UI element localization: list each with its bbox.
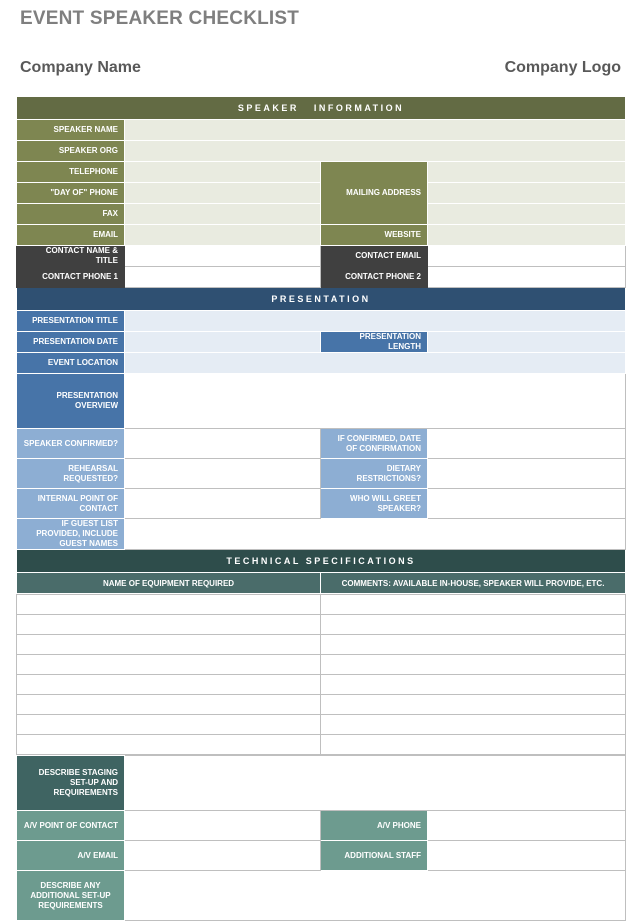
equipment-cell[interactable]: [17, 735, 321, 755]
presentation-length-label: PRESENTATION LENGTH: [321, 332, 428, 353]
contact-phone-2-field[interactable]: [428, 267, 626, 288]
technical-header: TECHNICAL SPECIFICATIONS: [17, 550, 626, 573]
av-phone-label: A/V PHONE: [321, 811, 428, 841]
av-phone-field[interactable]: [428, 811, 626, 841]
presentation-date-label: PRESENTATION DATE: [17, 332, 125, 353]
equipment-cell[interactable]: [17, 615, 321, 635]
checklist-sheet: [16, 96, 625, 921]
comment-cell[interactable]: [321, 675, 626, 695]
mailing-address-field-3[interactable]: [428, 204, 626, 225]
presentation-title-field[interactable]: [125, 311, 626, 332]
dietary-restrictions-label: DIETARY RESTRICTIONS?: [321, 459, 428, 489]
av-email-label: A/V EMAIL: [17, 841, 125, 871]
presentation-title-label: PRESENTATION TITLE: [17, 311, 125, 332]
contact-phone-1-field[interactable]: [125, 267, 321, 288]
rehearsal-requested-field[interactable]: [125, 459, 321, 489]
page-title: EVENT SPEAKER CHECKLIST: [20, 8, 300, 29]
date-of-confirmation-label: IF CONFIRMED, DATE OF CONFIRMATION: [321, 429, 428, 459]
company-name: Company Name: [20, 59, 141, 76]
guest-list-label: IF GUEST LIST PROVIDED, INCLUDE GUEST NAMES: [17, 519, 125, 550]
contact-name-title-label: CONTACT NAME & TITLE: [17, 246, 125, 267]
equipment-grid: [16, 594, 626, 755]
event-location-field[interactable]: [125, 353, 626, 374]
mailing-address-field-1[interactable]: [428, 162, 626, 183]
speaker-name-field[interactable]: [125, 120, 626, 141]
email-label: EMAIL: [17, 225, 125, 246]
company-logo: Company Logo: [504, 59, 621, 76]
staging-label: DESCRIBE STAGING SET-UP AND REQUIREMENTS: [17, 756, 125, 811]
event-location-label: EVENT LOCATION: [17, 353, 125, 374]
comment-cell[interactable]: [321, 595, 626, 615]
contact-phone-2-label: CONTACT PHONE 2: [321, 267, 428, 288]
presentation-header: PRESENTATION: [17, 288, 626, 311]
dietary-restrictions-field[interactable]: [428, 459, 626, 489]
contact-email-label: CONTACT EMAIL: [321, 246, 428, 267]
day-of-phone-label: "DAY OF" PHONE: [17, 183, 125, 204]
comment-cell[interactable]: [321, 715, 626, 735]
comment-cell[interactable]: [321, 735, 626, 755]
speaker-name-label: SPEAKER NAME: [17, 120, 125, 141]
speaker-confirmed-label: SPEAKER CONFIRMED?: [17, 429, 125, 459]
date-of-confirmation-field[interactable]: [428, 429, 626, 459]
checklist-table: [16, 96, 626, 594]
av-poc-label: A/V POINT OF CONTACT: [17, 811, 125, 841]
equipment-cell[interactable]: [17, 675, 321, 695]
email-field[interactable]: [125, 225, 321, 246]
guest-list-field[interactable]: [125, 519, 626, 550]
internal-poc-label: INTERNAL POINT OF CONTACT: [17, 489, 125, 519]
mailing-address-label: MAILING ADDRESS: [321, 162, 428, 225]
presentation-date-field[interactable]: [125, 332, 321, 353]
comments-column-header: COMMENTS: AVAILABLE IN-HOUSE, SPEAKER WILL PROVIDE, ETC.: [321, 573, 626, 594]
additional-setup-field[interactable]: [125, 871, 626, 921]
equipment-cell[interactable]: [17, 715, 321, 735]
comment-cell[interactable]: [321, 615, 626, 635]
contact-name-title-field[interactable]: [125, 246, 321, 267]
av-poc-field[interactable]: [125, 811, 321, 841]
website-field[interactable]: [428, 225, 626, 246]
av-email-field[interactable]: [125, 841, 321, 871]
speaker-org-label: SPEAKER ORG: [17, 141, 125, 162]
equipment-column-header: NAME OF EQUIPMENT REQUIRED: [17, 573, 321, 594]
contact-email-field[interactable]: [428, 246, 626, 267]
speaker-confirmed-field[interactable]: [125, 429, 321, 459]
fax-label: FAX: [17, 204, 125, 225]
comment-cell[interactable]: [321, 655, 626, 675]
website-label: WEBSITE: [321, 225, 428, 246]
mailing-address-field-2[interactable]: [428, 183, 626, 204]
equipment-cell[interactable]: [17, 655, 321, 675]
speaker-org-field[interactable]: [125, 141, 626, 162]
additional-setup-label: DESCRIBE ANY ADDITIONAL SET-UP REQUIREMENTS: [17, 871, 125, 921]
day-of-phone-field[interactable]: [125, 183, 321, 204]
equipment-cell[interactable]: [17, 595, 321, 615]
additional-staff-field[interactable]: [428, 841, 626, 871]
comment-cell[interactable]: [321, 635, 626, 655]
presentation-overview-field[interactable]: [125, 374, 626, 429]
presentation-length-field[interactable]: [428, 332, 626, 353]
speaker-info-header: SPEAKER INFORMATION: [17, 97, 626, 120]
av-table: [16, 755, 626, 921]
additional-staff-label: ADDITIONAL STAFF: [321, 841, 428, 871]
comment-cell[interactable]: [321, 695, 626, 715]
presentation-overview-label: PRESENTATION OVERVIEW: [17, 374, 125, 429]
equipment-cell[interactable]: [17, 695, 321, 715]
equipment-cell[interactable]: [17, 635, 321, 655]
greet-speaker-field[interactable]: [428, 489, 626, 519]
internal-poc-field[interactable]: [125, 489, 321, 519]
staging-field[interactable]: [125, 756, 626, 811]
greet-speaker-label: WHO WILL GREET SPEAKER?: [321, 489, 428, 519]
rehearsal-requested-label: REHEARSAL REQUESTED?: [17, 459, 125, 489]
fax-field[interactable]: [125, 204, 321, 225]
contact-phone-1-label: CONTACT PHONE 1: [17, 267, 125, 288]
telephone-label: TELEPHONE: [17, 162, 125, 183]
telephone-field[interactable]: [125, 162, 321, 183]
